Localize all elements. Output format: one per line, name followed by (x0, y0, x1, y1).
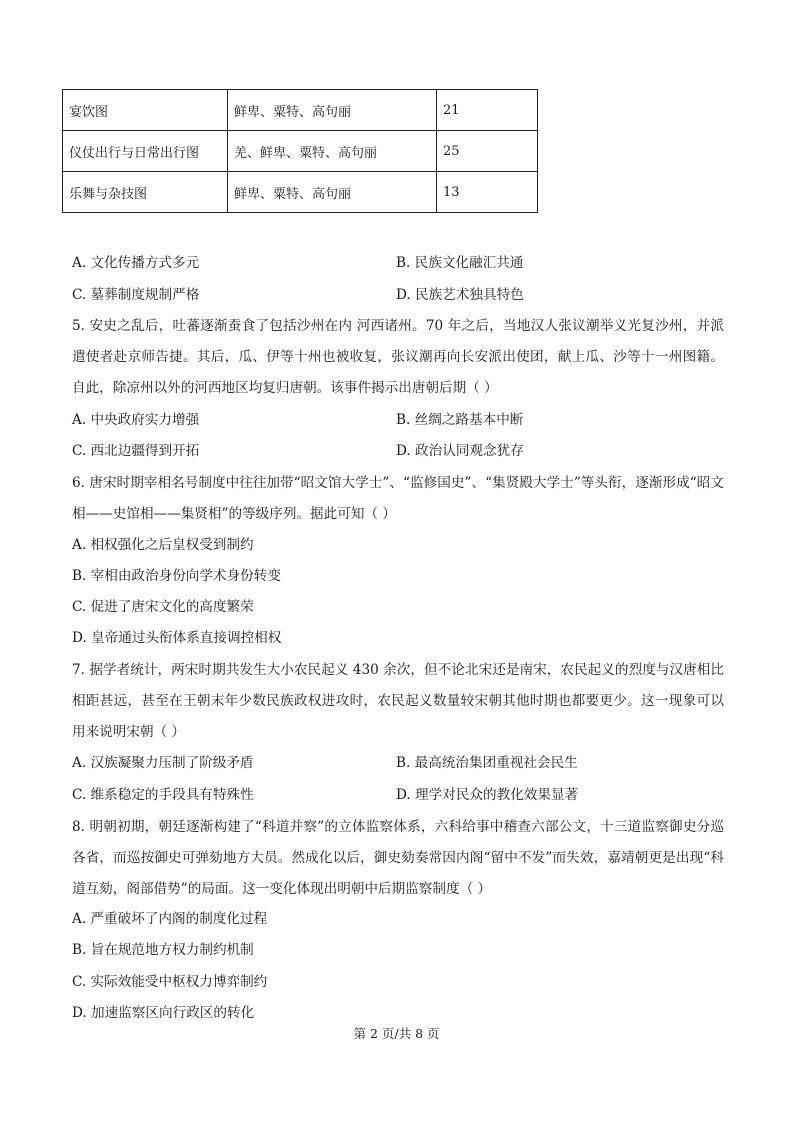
page-number: 第 2 页/共 8 页 (353, 1026, 440, 1041)
q5-option-d: D. 政治认同观念犹存 (396, 443, 524, 459)
q5-stem: 5. 安史之乱后，吐蕃逐渐蚕食了包括沙州在内 河西诸州。70 年之后，当地汉人张议潮举义光复沙州，并派遣使者赴京师告捷。其后，瓜、伊等十州也被收复，张议潮再向长安派出使团，献上瓜、沙等十一州图籍。自此，除凉州以外的河西地区均复归唐朝。该事件揭示出唐朝后期（ ） (72, 318, 724, 396)
q6-option-b: B. 宰相由政治身份向学术身份转变 (72, 568, 281, 584)
table-cell-subject: 乐舞与杂技图 (63, 172, 228, 213)
table-cell-ethnic: 鲜卑、粟特、高句丽 (228, 90, 437, 131)
q7-option-a: A. 汉族凝聚力压制了阶级矛盾 (72, 755, 254, 771)
q4-option-b: B. 民族文化融汇共通 (396, 255, 524, 271)
q8-option-a: A. 严重破坏了内阁的制度化过程 (72, 911, 268, 927)
table-cell-count: 13 (437, 172, 538, 213)
q5-option-c: C. 西北边疆得到开拓 (72, 443, 200, 459)
q4-option-a: A. 文化传播方式多元 (72, 255, 200, 271)
table-cell-subject: 仪仗出行与日常出行图 (63, 131, 228, 172)
q6-stem: 6. 唐宋时期宰相名号制度中往往加带“昭文馆大学士”、“监修国史”、“集贤殿大学士”等头衔，逐渐形成“昭文相——史馆相——集贤相”的等级序列。据此可知（ ） (72, 475, 724, 522)
table-cell-ethnic: 羌、鲜卑、粟特、高句丽 (228, 131, 437, 172)
q6-option-d: D. 皇帝通过头衔体系直接调控相权 (72, 630, 282, 646)
q4-option-d: D. 民族艺术独具特色 (396, 287, 524, 303)
q7-option-b: B. 最高统治集团重视社会民生 (396, 755, 578, 771)
q5-option-b: B. 丝绸之路基本中断 (396, 412, 524, 428)
q6-option-c: C. 促进了唐宋文化的高度繁荣 (72, 599, 254, 615)
q6-option-a: A. 相权强化之后皇权受到制约 (72, 537, 254, 553)
table-cell-subject: 宴饮图 (63, 90, 228, 131)
q7-option-d: D. 理学对民众的教化效果显著 (396, 787, 579, 803)
q8-option-b: B. 旨在规范地方权力制约机制 (72, 942, 254, 958)
table-row (63, 131, 538, 172)
table-row (63, 90, 538, 131)
q5-option-a: A. 中央政府实力增强 (72, 412, 200, 428)
q7-stem: 7. 据学者统计，两宋时期共发生大小农民起义 430 余次，但不论北宋还是南宋，农民起义的烈度与汉唐相比相距甚远，甚至在王朝末年少数民族政权进攻时，农民起义数量较宋朝其他时期也都要更少。这一现象可以用来说明宋朝（ ） (72, 662, 724, 740)
q4-option-c: C. 墓葬制度规制严格 (72, 287, 200, 303)
table-row (63, 172, 538, 213)
table-cell-count: 21 (437, 90, 538, 131)
q8-option-c: C. 实际效能受中枢权力博弈制约 (72, 974, 268, 990)
table-cell-count: 25 (437, 131, 538, 172)
q7-option-c: C. 维系稳定的手段具有特殊性 (72, 787, 254, 803)
mural-table (62, 89, 538, 213)
table-cell-ethnic: 鲜卑、粟特、高句丽 (228, 172, 437, 213)
q8-stem: 8. 明朝初期，朝廷逐渐构建了“科道并察”的立体监察体系，六科给事中稽查六部公文，十三道监察御史分巡各省，而巡按御史可弹劾地方大员。然成化以后，御史劾奏常因内阁“留中不发”而失效，嘉靖朝更是出现“科道互劾，阁部借势”的局面。这一变化体现出明朝中后期监察制度（ ） (72, 819, 724, 897)
q8-option-d: D. 加速监察区向行政区的转化 (72, 1005, 255, 1021)
